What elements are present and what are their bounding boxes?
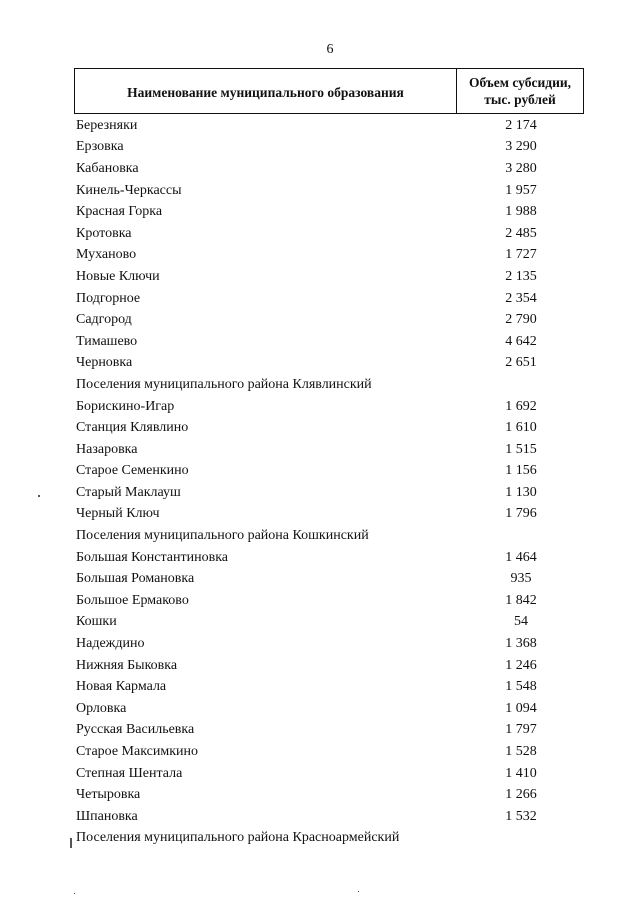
table-row xyxy=(76,288,584,310)
value-column-header xyxy=(457,69,583,113)
municipality-name: Борискино-Игар xyxy=(76,398,175,414)
section-heading-row xyxy=(76,525,584,547)
subsidy-value: 3 290 xyxy=(505,139,537,155)
municipality-name: Ерзовка xyxy=(76,139,124,155)
subsidy-value: 1 130 xyxy=(505,484,537,500)
subsidy-value: 1 797 xyxy=(505,722,537,738)
page-number: 6 xyxy=(326,42,334,57)
municipality-name: Назаровка xyxy=(76,441,138,457)
table-body xyxy=(76,115,584,849)
municipality-name: Березняки xyxy=(76,117,138,133)
value-column-header-line1: Объем субсидии, xyxy=(468,75,571,90)
subsidy-value: 1 094 xyxy=(505,700,537,716)
municipality-name: Кабановка xyxy=(76,160,139,176)
subsidy-value: 1 610 xyxy=(505,420,537,436)
municipality-name: Старое Максимкино xyxy=(76,744,199,760)
table-row xyxy=(76,655,584,677)
subsidy-value: 1 368 xyxy=(505,636,537,652)
municipality-name: Степная Шентала xyxy=(76,765,183,781)
subsidy-value: 1 842 xyxy=(505,592,537,608)
section-heading-row xyxy=(76,828,584,850)
subsidy-value: 1 548 xyxy=(505,679,537,695)
subsidy-value: 3 280 xyxy=(505,160,537,176)
table-row xyxy=(76,698,584,720)
subsidy-value: 1 796 xyxy=(505,506,537,522)
subsidy-value: 2 174 xyxy=(505,117,537,133)
table-row xyxy=(76,309,584,331)
table-row xyxy=(76,720,584,742)
municipality-name: Муханово xyxy=(76,247,137,263)
subsidy-value: 1 410 xyxy=(505,765,537,781)
subsidy-value: 2 354 xyxy=(505,290,537,306)
subsidy-value: 54 xyxy=(514,614,528,630)
subsidy-value: 1 988 xyxy=(505,204,537,220)
scan-speck xyxy=(74,893,75,894)
municipality-name: Кинель-Черкассы xyxy=(76,182,182,198)
subsidy-value: 2 790 xyxy=(505,312,537,328)
table-row xyxy=(76,266,584,288)
table-row xyxy=(76,482,584,504)
table-row xyxy=(76,763,584,785)
municipality-name: Тимашево xyxy=(76,333,138,349)
table-row xyxy=(76,784,584,806)
table-row xyxy=(76,223,584,245)
table-row xyxy=(76,115,584,137)
subsidy-value: 1 532 xyxy=(505,808,537,824)
municipality-name: Поселения муниципального района Красноармейский xyxy=(76,830,400,846)
table-row xyxy=(76,245,584,267)
subsidy-value: 1 464 xyxy=(505,549,537,565)
value-column-header-line2: тыс. рублей xyxy=(484,92,556,107)
subsidy-value: 1 515 xyxy=(505,441,537,457)
municipality-name: Большая Константиновка xyxy=(76,549,229,565)
table-row xyxy=(76,633,584,655)
table-row xyxy=(76,590,584,612)
scan-speck xyxy=(70,838,72,848)
municipality-name: Черный Ключ xyxy=(76,506,160,522)
municipality-name: Большое Ермаково xyxy=(76,592,189,608)
subsidy-value: 1 246 xyxy=(505,657,537,673)
table-row xyxy=(76,461,584,483)
subsidy-value: 1 156 xyxy=(505,463,537,479)
municipality-name: Кротовка xyxy=(76,225,132,241)
subsidy-value: 1 957 xyxy=(505,182,537,198)
municipality-name: Большая Романовка xyxy=(76,571,195,587)
table-row xyxy=(76,612,584,634)
table-row xyxy=(76,504,584,526)
table-row xyxy=(76,201,584,223)
table-row xyxy=(76,137,584,159)
municipality-name: Шпановка xyxy=(76,808,138,824)
subsidy-value: 1 266 xyxy=(505,787,537,803)
subsidy-value: 935 xyxy=(510,571,532,587)
municipality-name: Четыровка xyxy=(76,787,141,803)
municipality-name: Подгорное xyxy=(76,290,141,306)
municipality-name: Красная Горка xyxy=(76,204,163,220)
table-row xyxy=(76,676,584,698)
table-row xyxy=(76,396,584,418)
municipality-name: Поселения муниципального района Кошкинский xyxy=(76,528,369,544)
table-row xyxy=(76,158,584,180)
table-row xyxy=(76,439,584,461)
subsidy-value: 2 135 xyxy=(505,268,537,284)
table-row xyxy=(76,417,584,439)
name-column-header: Наименование муниципального образования xyxy=(75,69,457,113)
municipality-name: Старое Семенкино xyxy=(76,463,189,479)
municipality-name: Кошки xyxy=(76,614,117,630)
table-row xyxy=(76,353,584,375)
section-heading-row xyxy=(76,374,584,396)
municipality-name: Русская Васильевка xyxy=(76,722,195,738)
table-row xyxy=(76,568,584,590)
subsidy-value: 1 692 xyxy=(505,398,537,414)
table-row xyxy=(76,331,584,353)
subsidy-value: 1 528 xyxy=(505,744,537,760)
subsidy-value: 2 485 xyxy=(505,225,537,241)
municipality-name: Новые Ключи xyxy=(76,268,160,284)
municipality-name: Новая Кармала xyxy=(76,679,167,695)
municipality-name: Орловка xyxy=(76,700,127,716)
scan-speck xyxy=(38,495,40,497)
municipality-name: Садгород xyxy=(76,312,132,328)
table-row xyxy=(76,547,584,569)
municipality-name: Нижняя Быковка xyxy=(76,657,178,673)
scan-speck xyxy=(358,891,359,892)
table-header xyxy=(74,68,584,114)
municipality-name: Надеждино xyxy=(76,636,145,652)
municipality-name: Поселения муниципального района Клявлинский xyxy=(76,376,372,392)
table-row xyxy=(76,180,584,202)
subsidy-value: 4 642 xyxy=(505,333,537,349)
table-row xyxy=(76,741,584,763)
municipality-name: Черновка xyxy=(76,355,133,371)
subsidy-value: 2 651 xyxy=(505,355,537,371)
subsidy-value: 1 727 xyxy=(505,247,537,263)
municipality-name: Старый Маклауш xyxy=(76,484,181,500)
table-row xyxy=(76,806,584,828)
municipality-name: Станция Клявлино xyxy=(76,420,189,436)
